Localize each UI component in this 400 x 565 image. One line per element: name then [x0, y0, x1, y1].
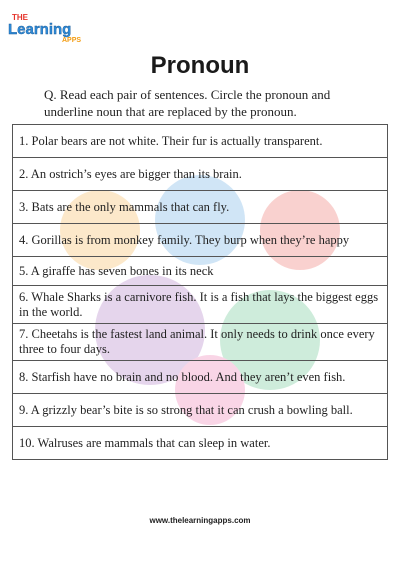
sentence-text: 6. Whale Sharks is a carnivore fish. It is a fish that lays the biggest eggs in the world. — [19, 289, 379, 319]
sentence-text: 7. Cheetahs is the fastest land animal. It only needs to drink once every three to four days. — [19, 327, 375, 356]
sentence-text: 5. A giraffe has seven bones in its neck — [19, 263, 214, 278]
sentence-text: 8. Starfish have no brain and no blood. And they aren’t even fish. — [19, 369, 346, 384]
sentence-row-6 — [12, 286, 388, 324]
sentence-text: 1. Polar bears are not white. Their fur is actually transparent. — [19, 133, 323, 148]
logo-learning: Learning — [8, 21, 72, 38]
sentence-text: 3. Bats are the only mammals that can fly. — [19, 199, 230, 214]
sentence-row-1 — [12, 125, 388, 158]
sentence-text: 9. A grizzly bear’s bite is so strong that it can crush a bowling ball. — [19, 402, 353, 417]
sentence-row-10 — [12, 427, 388, 460]
logo — [6, 10, 96, 46]
sentence-row-8 — [12, 361, 388, 394]
sentence-row-9 — [12, 394, 388, 427]
sentence-text: 10. Walruses are mammals that can sleep in water. — [19, 435, 271, 450]
sentence-text: 4. Gorillas is from monkey family. They burp when they’re happy — [19, 232, 350, 247]
sentence-table — [12, 124, 388, 460]
sentence-text: 2. An ostrich’s eyes are bigger than its brain. — [19, 166, 242, 181]
logo-the: THE — [12, 13, 28, 22]
sentence-row-5 — [12, 257, 388, 286]
logo-apps: APPS — [62, 37, 82, 44]
sentence-row-7 — [12, 324, 388, 361]
sentence-row-4 — [12, 224, 388, 257]
sentence-row-3 — [12, 191, 388, 224]
footer-url[interactable]: www.thelearningapps.com — [149, 516, 251, 525]
sentence-row-2 — [12, 158, 388, 191]
page-title: Pronoun — [150, 52, 250, 79]
instructions: Q. Read each pair of sentences. Circle the pronoun and underline noun that are replaced by the pronoun. — [44, 87, 331, 119]
